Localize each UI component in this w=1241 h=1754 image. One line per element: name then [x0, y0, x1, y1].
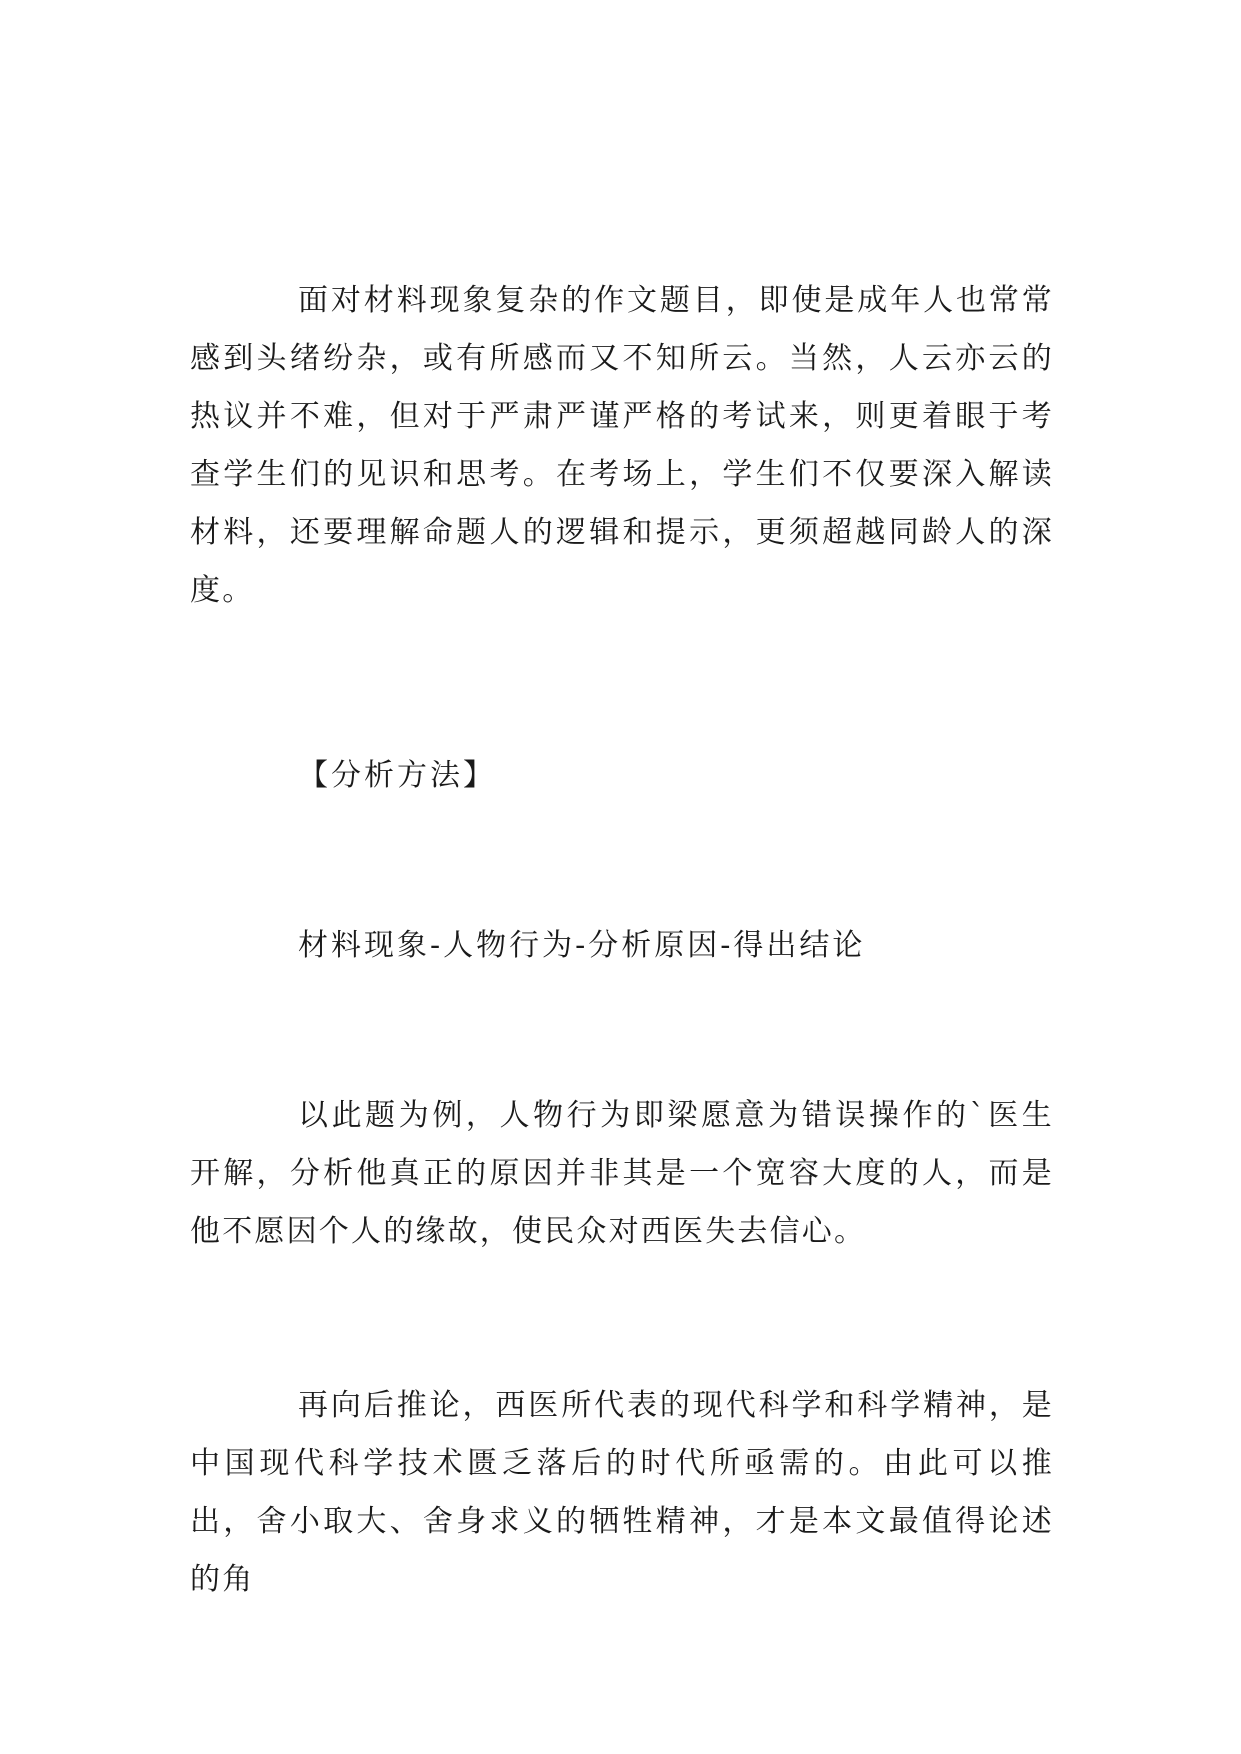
example-paragraph: 以此题为例，人物行为即梁愿意为错误操作的`医生开解，分析他真正的原因并非其是一个宽容大度的人，而是他不愿因个人的缘故，使民众对西医失去信心。	[190, 1098, 1054, 1249]
section-heading: 【分析方法】	[298, 758, 496, 793]
intro-paragraph: 面对材料现象复杂的作文题目，即使是成年人也常常感到头绪纷杂，或有所感而又不知所云。当然，人云亦云的热议并不难，但对于严肃严谨严格的考试来，则更着眼于考查学生们的见识和思考。在考场上，学生们不仅要深入解读材料，还要理解命题人的逻辑和提示，更须超越同龄人的深度。	[190, 283, 1054, 608]
method-line: 材料现象-人物行为-分析原因-得出结论	[298, 928, 866, 963]
inference-paragraph: 再向后推论，西医所代表的现代科学和科学精神，是中国现代科学技术匮乏落后的时代所亟需的。由此可以推出，舍小取大、舍身求义的牺牲精神，才是本文最值得论述的角	[190, 1388, 1054, 1597]
